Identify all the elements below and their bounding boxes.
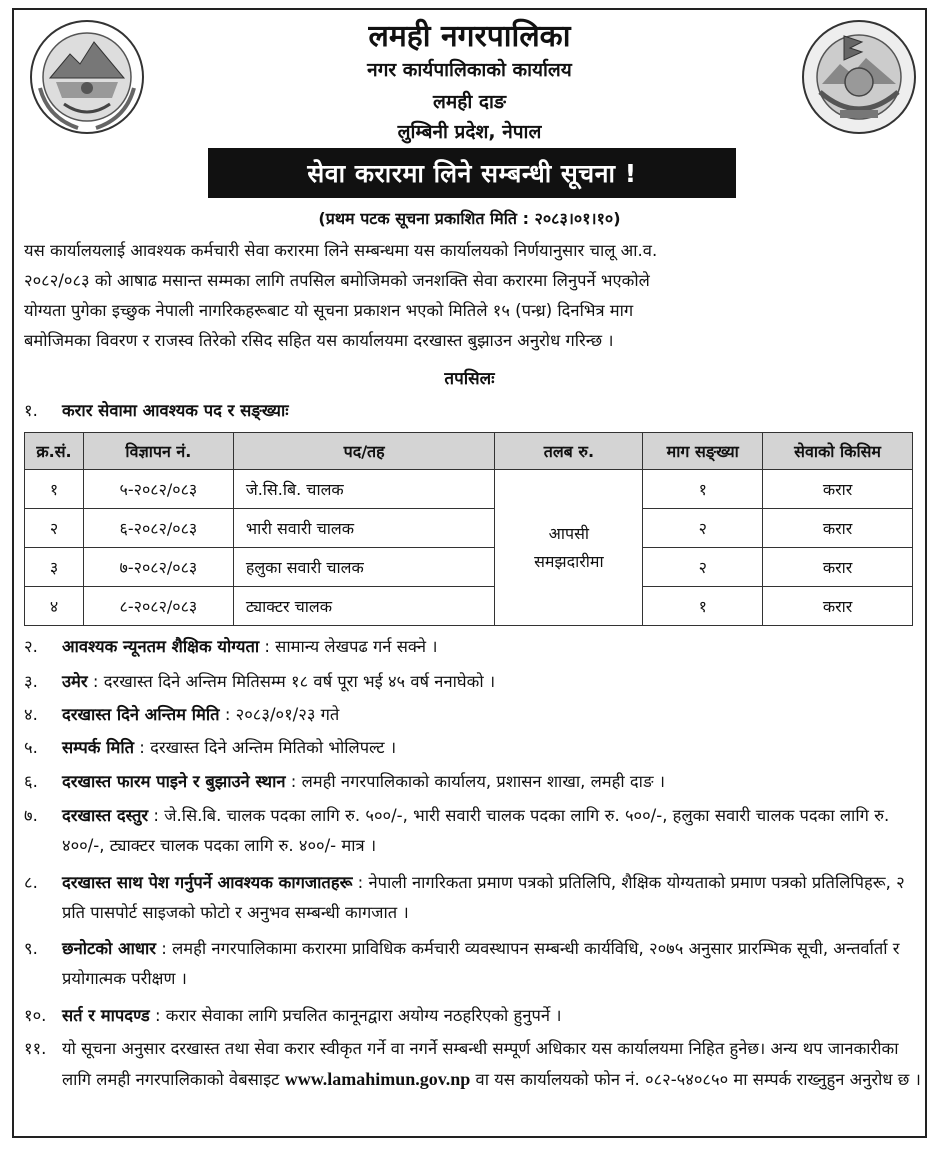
cell-count: १ [643, 470, 763, 509]
intro-paragraph [24, 236, 920, 356]
cell-adv: ५-२०८२/०८३ [83, 470, 233, 509]
cell-adv: ८-२०८२/०८३ [83, 587, 233, 626]
cell-adv: ६-२०८२/०८३ [83, 509, 233, 548]
salary-line: समझदारीमा [534, 551, 604, 571]
col-header-sn: क्र.सं. [25, 433, 84, 470]
item-number: ६. [24, 772, 38, 791]
office-province: लुम्बिनी प्रदेश, नेपाल [397, 121, 542, 143]
item-number: १०. [24, 1006, 47, 1025]
intro-line: बमोजिमका विवरण र राजस्व तिरेको रसिद सहित यस कार्यालयमा दरखास्त बुझाउन अनुरोध गरिन्छ । [24, 331, 614, 350]
item-number: १. [24, 401, 38, 420]
tapsil-heading: तपसिलः [444, 369, 495, 389]
item-number: ७. [24, 806, 38, 825]
item-label: आवश्यक न्यूनतम शैक्षिक योग्यता [62, 637, 260, 656]
cell-post: भारी सवारी चालक [233, 509, 495, 548]
cell-post: ट्याक्टर चालक [233, 587, 495, 626]
col-header-type: सेवाको किसिम [763, 433, 913, 470]
item-text: : जे.सि.बि. चालक पदका लागि रु. ५००/-, भारी सवारी चालक पदका लागि रु. ५००/-, हलुका सवारी चालक पदका लागि रु. ४००/-, ट्याक्टर चालक पदका लागि रु. ४००/- मात्र । [62, 806, 890, 855]
table-row [25, 587, 913, 626]
item-label: सम्पर्क मिति [62, 738, 135, 757]
item-8 [24, 868, 922, 928]
item-11 [24, 1034, 922, 1095]
office-place: लमही दाङ [433, 91, 506, 113]
item-label: छनोटको आधार [62, 939, 157, 958]
item-label: सर्त र मापदण्ड [62, 1006, 150, 1025]
item-number: ११. [24, 1039, 47, 1058]
item-text: यो सूचना अनुसार दरखास्त तथा सेवा करार स्वीकृत गर्ने वा नगर्ने सम्बन्धी सम्पूर्ण अधिकार यस कार्यालयमा निहित हुनेछ। अन्य थप जानकारीका लागि लमही नगरपालिकाको वेबसाइट [62, 1039, 899, 1089]
intro-line: यस कार्यालयलाई आवश्यक कर्मचारी सेवा करारमा लिने सम्बन्धमा यस कार्यालयको निर्णयानुसार चालू आ.व. [24, 241, 658, 260]
item-text: : करार सेवाका लागि प्रचलित कानूनद्वारा अयोग्य नठहरिएको हुनुपर्ने । [149, 1006, 562, 1025]
item-label: दरखास्त दिने अन्तिम मिति [62, 705, 220, 724]
item-number: ८. [24, 873, 38, 892]
posts-table [24, 432, 913, 626]
item-text: : सामान्य लेखपढ गर्न सक्ने । [259, 637, 438, 656]
cell-count: २ [643, 509, 763, 548]
item-2 [24, 632, 922, 662]
cell-type: करार [763, 587, 913, 626]
website-link[interactable]: www.lamahimun.gov.np [284, 1069, 471, 1089]
item-number: ९. [24, 939, 38, 958]
item-text: : लमही नगरपालिकामा करारमा प्राविधिक कर्मचारी व्यवस्थापन सम्बन्धी कार्यविधि, २०७५ अनुसार प्रारम्भिक सूची, अन्तर्वार्ता र प्रयोगात्मक परीक्षण । [62, 939, 900, 988]
item-4 [24, 700, 922, 730]
item-9 [24, 934, 922, 994]
table-header-row [25, 433, 913, 470]
cell-type: करार [763, 548, 913, 587]
section-1-title: करार सेवामा आवश्यक पद र सङ्ख्याः [62, 401, 289, 420]
item-number: ५. [24, 738, 38, 757]
item-6 [24, 767, 922, 797]
office-name: नगर कार्यपालिकाको कार्यालय [367, 59, 572, 81]
item-3 [24, 667, 922, 697]
table-row [25, 548, 913, 587]
item-number: ४. [24, 705, 38, 724]
col-header-salary: तलब रु. [495, 433, 643, 470]
col-header-post: पद/तह [233, 433, 495, 470]
intro-line: योग्यता पुगेका इच्छुक नेपाली नागरिकहरूबाट यो सूचना प्रकाशन भएको मितिले १५ (पन्ध्र) दिनभित्र माग [24, 301, 634, 320]
table-row [25, 470, 913, 509]
item-label: उमेर [62, 672, 88, 691]
publish-date: (प्रथम पटक सूचना प्रकाशित मिति : २०८३।०१।१०) [318, 209, 621, 228]
col-header-adv: विज्ञापन नं. [83, 433, 233, 470]
item-7 [24, 801, 922, 861]
cell-type: करार [763, 509, 913, 548]
section-1 [24, 396, 922, 426]
item-number: ३. [24, 672, 38, 691]
cell-count: २ [643, 548, 763, 587]
item-text: : लमही नगरपालिकाको कार्यालय, प्रशासन शाखा, लमही दाङ । [285, 772, 665, 791]
municipality-title: लमही नगरपालिका [368, 19, 571, 54]
cell-sn: १ [25, 470, 84, 509]
item-label: दरखास्त साथ पेश गर्नुपर्ने आवश्यक कागजातहरू [62, 873, 353, 892]
intro-line: २०८२/०८३ को आषाढ मसान्त सम्मका लागि तपसिल बमोजिमको जनशक्ति सेवा करारमा लिनुपर्ने भएकोले [24, 271, 650, 290]
cell-count: १ [643, 587, 763, 626]
item-text: : दरखास्त दिने अन्तिम मितिसम्म १८ वर्ष पूरा भई ४५ वर्ष ननाघेको । [87, 672, 496, 691]
item-text: : २०८३/०१/२३ गते [219, 705, 340, 724]
cell-adv: ७-२०८२/०८३ [83, 548, 233, 587]
salary-line: आपसी [548, 523, 590, 543]
item-5 [24, 733, 922, 763]
cell-post: जे.सि.बि. चालक [233, 470, 495, 509]
cell-salary [495, 470, 643, 626]
table-row [25, 509, 913, 548]
cell-sn: ३ [25, 548, 84, 587]
item-label: दरखास्त फारम पाइने र बुझाउने स्थान [62, 772, 286, 791]
item-10 [24, 1001, 922, 1031]
cell-type: करार [763, 470, 913, 509]
col-header-count: माग सङ्ख्या [643, 433, 763, 470]
item-label: दरखास्त दस्तुर [62, 806, 149, 825]
cell-sn: ४ [25, 587, 84, 626]
item-text: : दरखास्त दिने अन्तिम मितिको भोलिपल्ट । [134, 738, 397, 757]
cell-post: हलुका सवारी चालक [233, 548, 495, 587]
item-text: वा यस कार्यालयको फोन नं. ०८२-५४०८५० मा सम्पर्क राख्नुहुन अनुरोध छ । [470, 1070, 921, 1089]
notice-banner: सेवा करारमा लिने सम्बन्धी सूचना ! [208, 148, 736, 198]
cell-sn: २ [25, 509, 84, 548]
item-number: २. [24, 637, 38, 656]
item-text: : नेपाली नागरिकता प्रमाण पत्रको प्रतिलिपि, शैक्षिक योग्यताको प्रमाण पत्रको प्रतिलिपिहरू, २ प्रति पासपोर्ट साइजको फोटो र अनुभव सम्बन्धी कागजात । [62, 873, 905, 922]
